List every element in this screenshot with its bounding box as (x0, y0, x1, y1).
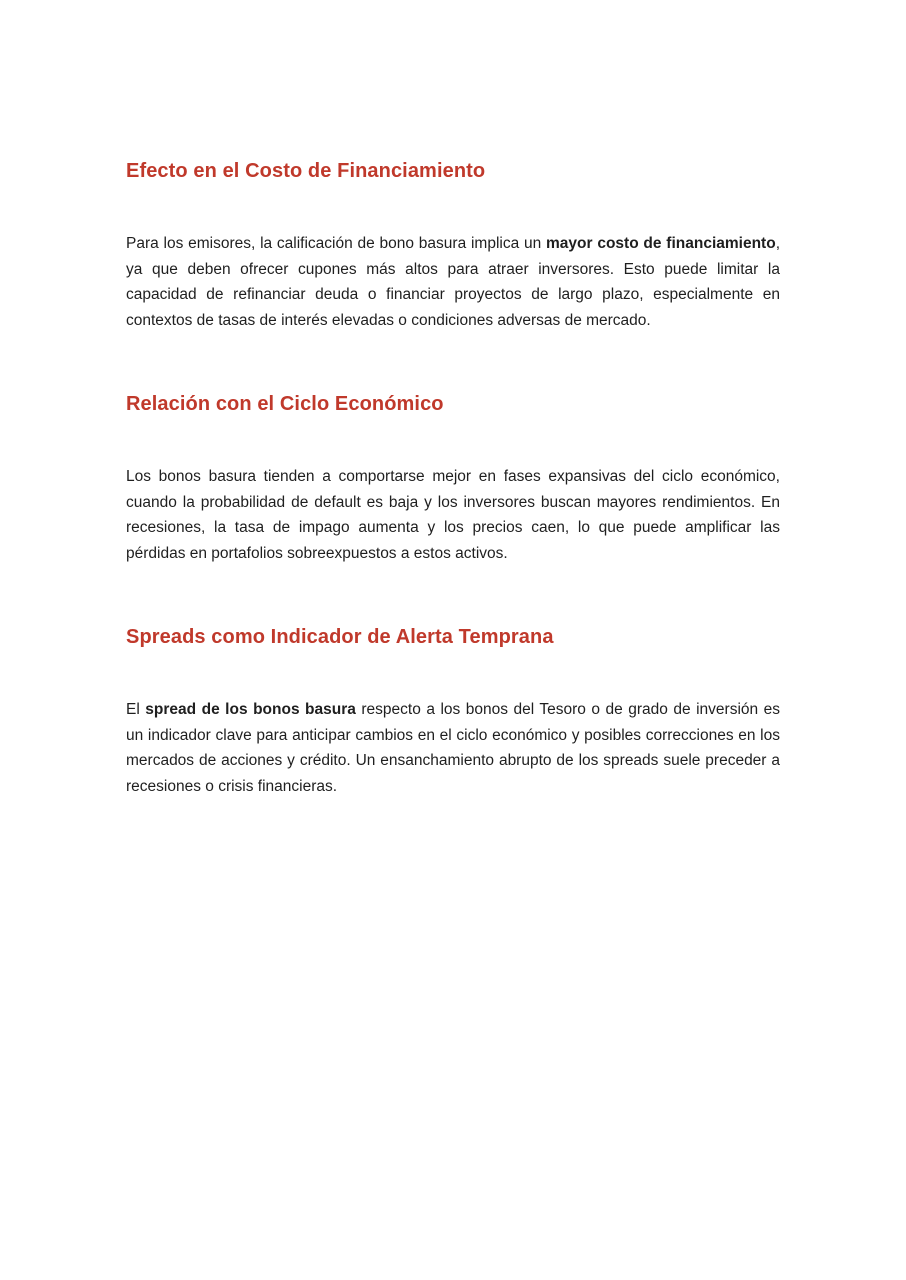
section-paragraph: El spread de los bonos basura respecto a los bonos del Tesoro o de grado de inversión es un indicador clave para anticipar cambios en el ciclo económico y posibles correcciones en los mercados de acciones y crédito. Un ensanchamiento abrupto de los spreads suele preceder a recesiones o crisis financieras. (126, 701, 780, 795)
section-heading: Relación con el Ciclo Económico (126, 393, 444, 415)
section-heading: Spreads como Indicador de Alerta Temprana (126, 626, 554, 648)
section-paragraph: Los bonos basura tienden a comportarse mejor en fases expansivas del ciclo económico, cuando la probabilidad de default es baja y los inversores buscan mayores rendimientos. En recesiones, la tasa de impago aumenta y los precios caen, lo que puede amplificar las pérdidas en portafolios sobreexpuestos a estos activos. (126, 468, 780, 562)
section-ciclo-economico (126, 391, 780, 566)
section-heading: Efecto en el Costo de Financiamiento (126, 160, 486, 182)
section-costo-financiamiento (126, 158, 780, 333)
section-spreads-alerta (126, 624, 780, 799)
section-paragraph: Para los emisores, la calificación de bono basura implica un mayor costo de financiamiento, ya que deben ofrecer cupones más altos para atraer inversores. Esto puede limitar la capacidad de refinanciar deuda o financiar proyectos de largo plazo, especialmente en contextos de tasas de interés elevadas o condiciones adversas de mercado. (126, 235, 780, 329)
